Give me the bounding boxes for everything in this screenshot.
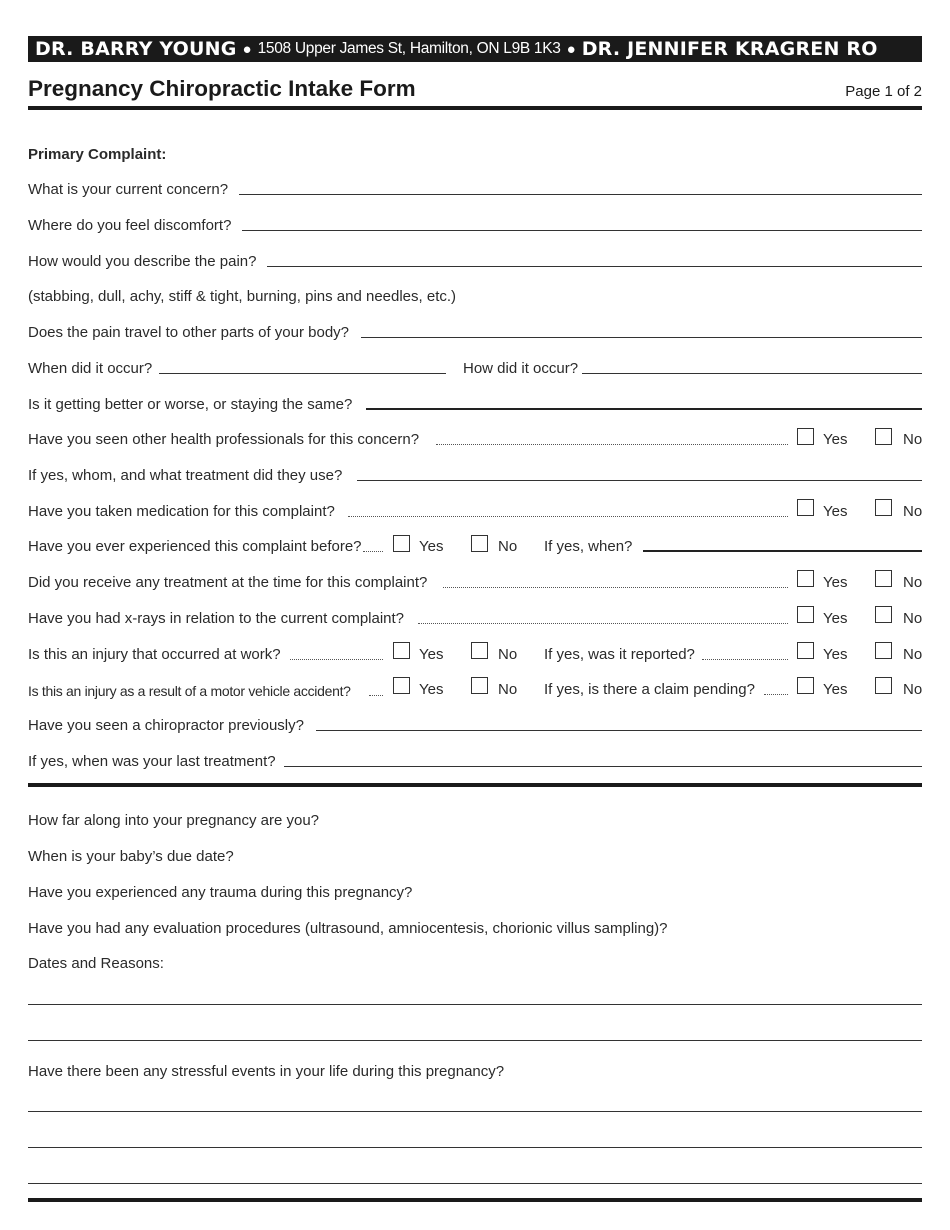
question-whom-label: If yes, whom, and what treatment did they use? xyxy=(28,467,343,484)
treatment-then-yes-checkbox[interactable] xyxy=(797,570,814,587)
question-last-treatment-label: If yes, when was your last treatment? xyxy=(28,753,276,770)
dotted-leader xyxy=(363,551,383,552)
yes-label: Yes xyxy=(823,431,848,448)
question-concern-label: What is your current concern? xyxy=(28,181,229,198)
dates-reasons-answer-line[interactable] xyxy=(28,1040,922,1041)
question-reported-label: If yes, was it reported? xyxy=(544,646,695,663)
dotted-leader xyxy=(369,695,383,696)
claim-yes-checkbox[interactable] xyxy=(797,677,814,694)
xrays-yes-checkbox[interactable] xyxy=(797,606,814,623)
clinic-address: 1508 Upper James St, Hamilton, ON L9B 1K3 xyxy=(257,40,561,57)
no-label: No xyxy=(903,610,923,627)
stressful-answer-line[interactable] xyxy=(28,1183,922,1184)
section-divider xyxy=(28,783,922,787)
other-professionals-no-checkbox[interactable] xyxy=(875,428,892,445)
question-trauma-label: Have you experienced any trauma during this pregnancy? xyxy=(28,884,413,901)
treatment-then-no-checkbox[interactable] xyxy=(875,570,892,587)
other-professionals-yes-checkbox[interactable] xyxy=(797,428,814,445)
no-label: No xyxy=(903,431,923,448)
medication-no-checkbox[interactable] xyxy=(875,499,892,516)
no-label: No xyxy=(903,503,923,520)
before-when-label: If yes, when? xyxy=(544,538,633,555)
pain-examples-text: (stabbing, dull, achy, stiff & tight, burning, pins and needles, etc.) xyxy=(28,288,457,305)
dates-reasons-answer-line[interactable] xyxy=(28,1004,922,1005)
claim-no-checkbox[interactable] xyxy=(875,677,892,694)
no-label: No xyxy=(498,646,518,663)
xrays-no-checkbox[interactable] xyxy=(875,606,892,623)
no-label: No xyxy=(498,681,518,698)
no-label: No xyxy=(498,538,518,555)
question-travel-label: Does the pain travel to other parts of your body? xyxy=(28,324,350,341)
yes-label: Yes xyxy=(823,646,848,663)
no-label: No xyxy=(903,681,923,698)
clinic-header-band xyxy=(28,36,922,62)
question-medication-label: Have you taken medication for this complaint? xyxy=(28,503,335,520)
question-evaluation-label: Have you had any evaluation procedures (ultrasound, amniocentesis, chorionic villus sampling)? xyxy=(28,920,668,937)
question-describe-label: How would you describe the pain? xyxy=(28,253,257,270)
no-label: No xyxy=(903,646,923,663)
describe-answer-line[interactable] xyxy=(267,266,922,267)
title-divider xyxy=(28,106,922,110)
question-discomfort-label: Where do you feel discomfort? xyxy=(28,217,232,234)
bullet-separator: ● xyxy=(566,40,576,58)
question-work-injury-label: Is this an injury that occurred at work? xyxy=(28,646,281,663)
dotted-leader xyxy=(436,444,788,445)
mva-yes-checkbox[interactable] xyxy=(393,677,410,694)
yes-label: Yes xyxy=(419,538,444,555)
doctor-left-name: DR. BARRY YOUNG xyxy=(35,38,237,60)
chiro-previous-answer-line[interactable] xyxy=(316,730,922,731)
before-when-answer-line[interactable] xyxy=(643,550,922,552)
dotted-leader xyxy=(443,587,788,588)
doctor-right-name: DR. JENNIFER KRAGREN RO xyxy=(581,38,878,60)
mva-no-checkbox[interactable] xyxy=(471,677,488,694)
question-xrays-label: Have you had x-rays in relation to the current complaint? xyxy=(28,610,405,627)
before-no-checkbox[interactable] xyxy=(471,535,488,552)
last-treatment-answer-line[interactable] xyxy=(284,766,922,767)
dotted-leader xyxy=(764,694,788,695)
travel-answer-line[interactable] xyxy=(361,337,922,338)
work-injury-no-checkbox[interactable] xyxy=(471,642,488,659)
question-before-label: Have you ever experienced this complaint before? xyxy=(28,538,362,555)
medication-yes-checkbox[interactable] xyxy=(797,499,814,516)
concern-answer-line[interactable] xyxy=(239,194,922,195)
yes-label: Yes xyxy=(419,646,444,663)
question-claim-label: If yes, is there a claim pending? xyxy=(544,681,755,698)
question-other-professionals-label: Have you seen other health professionals for this concern? xyxy=(28,431,420,448)
dotted-leader xyxy=(702,659,788,660)
reported-yes-checkbox[interactable] xyxy=(797,642,814,659)
footer-divider xyxy=(28,1198,922,1202)
question-when-label: When did it occur? xyxy=(28,360,153,377)
bullet-separator: ● xyxy=(242,40,252,58)
question-due-date-label: When is your baby’s due date? xyxy=(28,848,234,865)
question-trend-label: Is it getting better or worse, or staying the same? xyxy=(28,396,353,413)
question-how-far-label: How far along into your pregnancy are you? xyxy=(28,812,320,829)
question-stressful-label: Have there been any stressful events in your life during this pregnancy? xyxy=(28,1063,505,1080)
page-number: Page 1 of 2 xyxy=(845,83,922,100)
dotted-leader xyxy=(290,659,383,660)
yes-label: Yes xyxy=(823,503,848,520)
dotted-leader xyxy=(418,623,788,624)
when-answer-line[interactable] xyxy=(159,373,446,374)
trend-answer-line[interactable] xyxy=(366,408,922,410)
question-chiro-previous-label: Have you seen a chiropractor previously? xyxy=(28,717,304,734)
question-how-label: How did it occur? xyxy=(463,360,579,377)
yes-label: Yes xyxy=(823,610,848,627)
yes-label: Yes xyxy=(419,681,444,698)
stressful-answer-line[interactable] xyxy=(28,1147,922,1148)
yes-label: Yes xyxy=(823,574,848,591)
section-heading-primary-complaint: Primary Complaint: xyxy=(28,146,167,163)
stressful-answer-line[interactable] xyxy=(28,1111,922,1112)
no-label: No xyxy=(903,574,923,591)
question-treatment-then-label: Did you receive any treatment at the time for this complaint? xyxy=(28,574,428,591)
reported-no-checkbox[interactable] xyxy=(875,642,892,659)
whom-answer-line[interactable] xyxy=(357,480,922,481)
yes-label: Yes xyxy=(823,681,848,698)
dates-reasons-label: Dates and Reasons: xyxy=(28,955,164,972)
before-yes-checkbox[interactable] xyxy=(393,535,410,552)
work-injury-yes-checkbox[interactable] xyxy=(393,642,410,659)
how-answer-line[interactable] xyxy=(582,373,922,374)
question-mva-label: Is this an injury as a result of a motor vehicle accident? xyxy=(28,683,351,699)
dotted-leader xyxy=(348,516,788,517)
discomfort-answer-line[interactable] xyxy=(242,230,922,231)
form-title: Pregnancy Chiropractic Intake Form xyxy=(28,76,416,101)
